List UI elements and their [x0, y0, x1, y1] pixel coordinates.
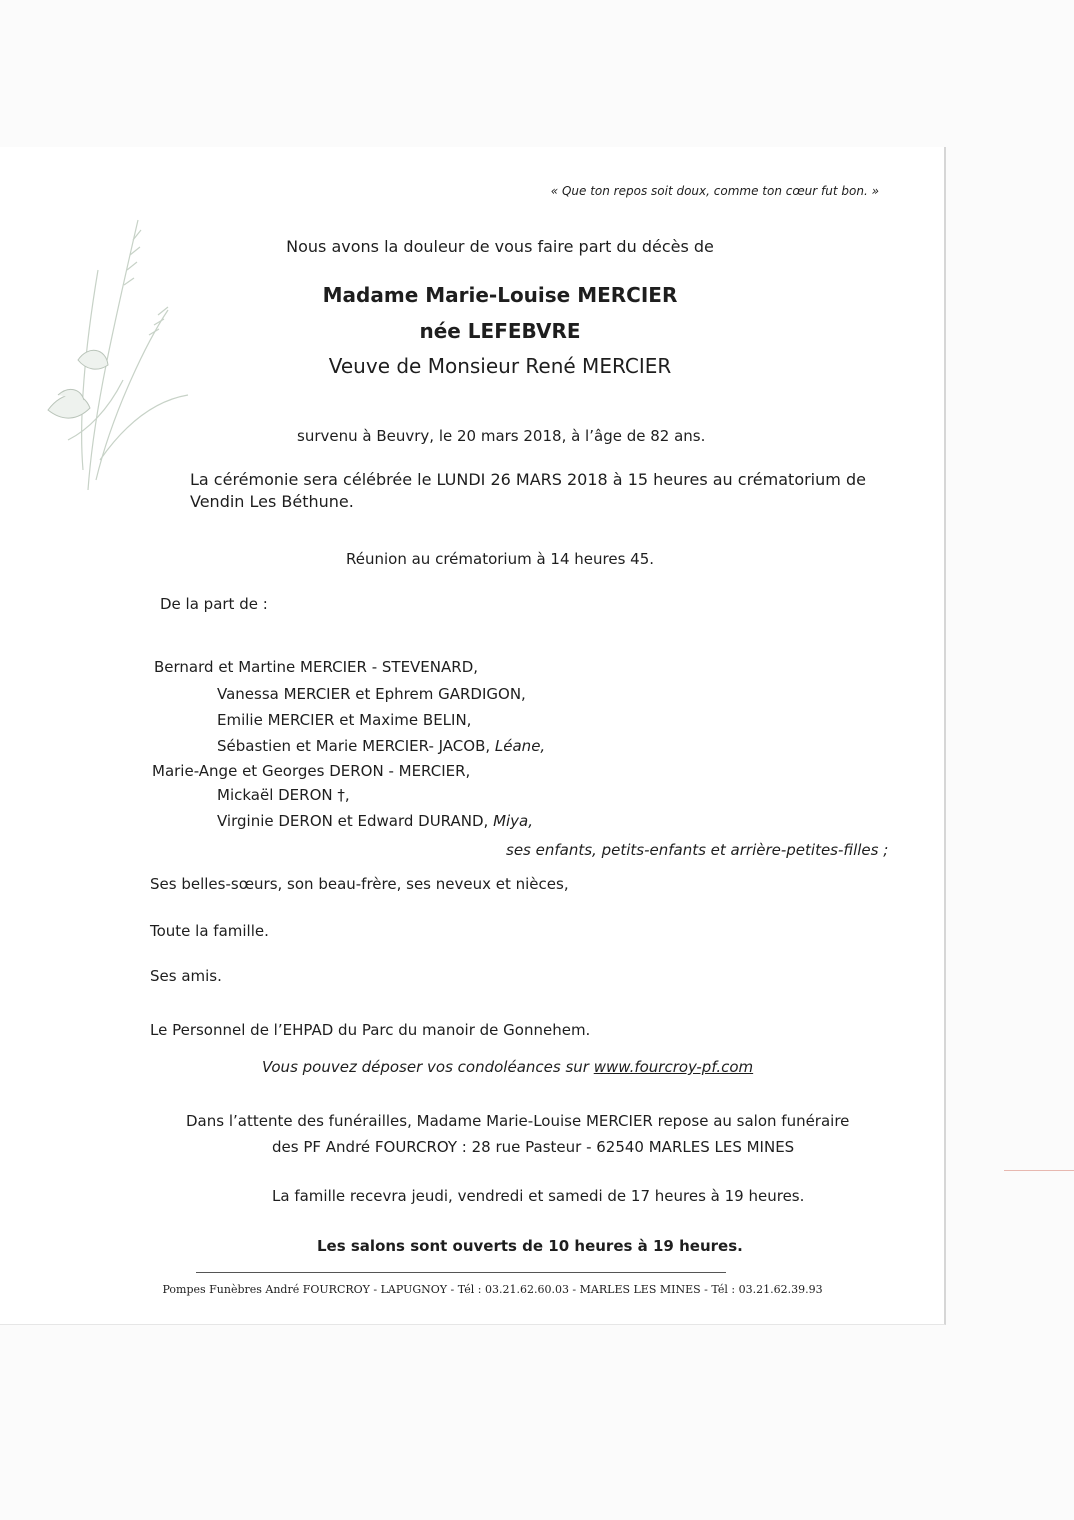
from-label: De la part de : — [160, 595, 268, 613]
family-line: Vanessa MERCIER et Ephrem GARDIGON, — [217, 685, 526, 703]
ceremony-line-1: La cérémonie sera célébrée le LUNDI 26 MARS 2018 à 15 heures au crématorium de — [190, 470, 866, 489]
friends-line: Ses amis. — [150, 967, 222, 985]
footer-divider — [196, 1272, 726, 1273]
family-names: Virginie DERON et Edward DURAND, — [217, 812, 494, 830]
death-notice: survenu à Beuvry, le 20 mars 2018, à l’âge de 82 ans. — [297, 427, 706, 445]
family-line: Marie-Ange et Georges DERON - MERCIER, — [152, 762, 471, 780]
great-grandchild-name: Léane, — [494, 737, 546, 755]
family-line: Emilie MERCIER et Maxime BELIN, — [217, 711, 472, 729]
meeting-line: Réunion au crématorium à 14 heures 45. — [346, 550, 655, 568]
visits-line: La famille recevra jeudi, vendredi et samedi de 17 heures à 19 heures. — [272, 1187, 805, 1205]
condolences-text: Vous pouvez déposer vos condoléances sur — [262, 1058, 594, 1076]
inlaws-line: Ses belles-sœurs, son beau-frère, ses neveux et nièces, — [150, 875, 569, 893]
condolences-line — [262, 1057, 753, 1077]
staff-line: Le Personnel de l’EHPAD du Parc du manoir de Gonnehem. — [150, 1021, 591, 1039]
epigraph: « Que ton repos soit doux, comme ton cœur fut bon. » — [550, 184, 879, 198]
condolences-link[interactable]: www.fourcroy-pf.com — [593, 1058, 754, 1076]
rest-line-2: des PF André FOURCROY : 28 rue Pasteur - 62540 MARLES LES MINES — [272, 1138, 795, 1156]
widow-line: Veuve de Monsieur René MERCIER — [328, 354, 672, 378]
great-grandchild-name: Miya, — [493, 812, 534, 830]
family-line: Bernard et Martine MERCIER - STEVENARD, — [154, 658, 479, 676]
rest-line-1: Dans l’attente des funérailles, Madame Marie-Louise MERCIER repose au salon funéraire — [186, 1112, 850, 1130]
relation-line: ses enfants, petits-enfants et arrière-petites-filles ; — [506, 841, 889, 859]
deceased-name: Madame Marie-Louise MERCIER — [322, 283, 678, 307]
scan-edge-mark — [1004, 1170, 1074, 1171]
footer-contact: Pompes Funèbres André FOURCROY - LAPUGNOY - Tél : 03.21.62.60.03 - MARLES LES MINES - Tél : 03.21.62.39.93 — [162, 1283, 823, 1296]
salons-line: Les salons sont ouverts de 10 heures à 19 heures. — [317, 1237, 743, 1255]
ceremony-line-2: Vendin Les Béthune. — [190, 492, 354, 511]
maiden-name: née LEFEBVRE — [419, 319, 581, 343]
family-line — [217, 811, 533, 831]
family-line: Mickaël DERON †, — [217, 786, 350, 804]
family-all-line: Toute la famille. — [150, 922, 269, 940]
intro-line: Nous avons la douleur de vous faire part du décès de — [286, 237, 714, 256]
family-names: Sébastien et Marie MERCIER- JACOB, — [217, 737, 495, 755]
family-line — [217, 736, 545, 756]
